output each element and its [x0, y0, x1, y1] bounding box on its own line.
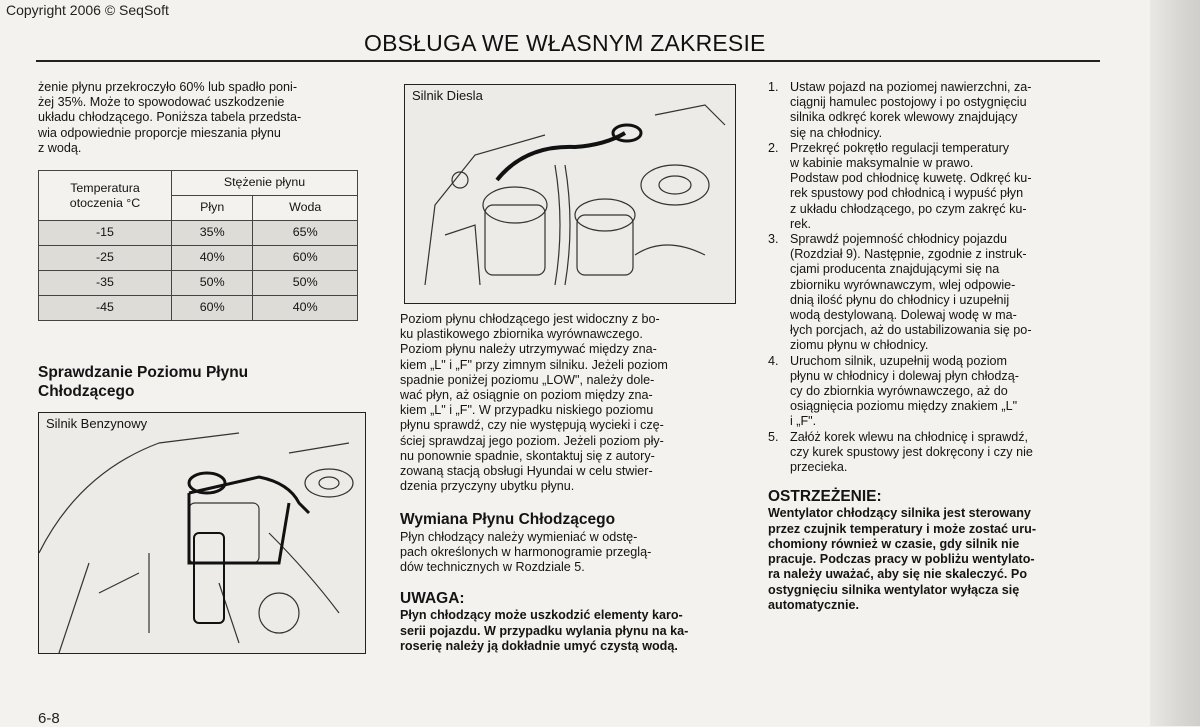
text-line: automatycznie. — [768, 597, 859, 612]
text-line: (Rozdział 9). Następnie, zgodnie z instruk- — [790, 247, 1027, 262]
text-line: Płyn chłodzący należy wymieniać w odstę- — [400, 529, 638, 544]
diesel-figure-label: Silnik Diesla — [412, 88, 483, 103]
text-line: czy kurek spustowy jest dokręcony i czy nie — [790, 444, 1033, 459]
fluid-cell: 40% — [172, 246, 253, 271]
page-edge-shadow — [1150, 0, 1200, 726]
procedure-steps — [768, 80, 1098, 475]
text-line: przez czujnik temperatury i może zostać uru- — [768, 521, 1037, 536]
fluid-cell: 60% — [172, 296, 253, 321]
step-number: 1. — [768, 80, 779, 94]
left-column — [38, 80, 364, 401]
text-line: ku plastikowego zbiornika wyrównawczego. — [400, 327, 643, 342]
copyright-notice: Copyright 2006 © SeqSoft — [6, 2, 169, 18]
text-line: ściej sprawdzaj jego poziom. Jeżeli poziom pły- — [400, 433, 664, 448]
text-line: z układu chłodzącego, po czym zakręć ku- — [790, 201, 1027, 216]
text-line: Poziom płynu należy utrzymywać między zna- — [400, 342, 657, 357]
text-line: rek. — [790, 216, 811, 231]
step-item — [768, 141, 1098, 232]
step-item — [768, 80, 1098, 141]
step-number: 4. — [768, 353, 779, 368]
text-line: płynu sprawdź, czy nie występują wycieki i czę- — [400, 418, 664, 433]
diesel-engine-illustration — [404, 84, 736, 304]
diesel-engine-drawing — [405, 85, 735, 303]
text-line: dnią ilość płynu do chłodnicy i uzupełnij — [790, 292, 1010, 307]
text-line: z wodą. — [38, 140, 82, 155]
section-heading-line1: Sprawdzanie Poziomu Płynu — [38, 364, 249, 382]
text-line: serii pojazdu. W przypadku wylania płynu na ka- — [400, 623, 689, 638]
table-row — [39, 246, 358, 271]
text-line: dzenia przyczyny ubytku płynu. — [400, 479, 575, 494]
text-line: cjami producenta znajdującymi się na — [790, 262, 1000, 277]
temperature-header-line1: Temperatura — [70, 180, 140, 195]
text-line: Ustaw pojazd na poziomej nawierzchni, za- — [790, 80, 1032, 94]
temperature-header-line2: otoczenia °C — [69, 195, 141, 210]
step-number: 5. — [768, 429, 779, 444]
text-line: zbiorniku wyrównawczym, wlej odpowie- — [790, 277, 1016, 292]
page-number: 6-8 — [38, 710, 60, 727]
temp-cell: -45 — [39, 296, 172, 321]
text-line: Podstaw pod chłodnicę kuwetę. Odkręć ku- — [790, 171, 1032, 186]
text-line: w kabinie maksymalnie w prawo. — [790, 156, 974, 171]
step-item — [768, 232, 1098, 354]
text-line: układu chłodzącego. Poniższa tabela przedsta- — [38, 110, 302, 125]
text-line: wodą destylowaną. Dolewaj wodę w ma- — [790, 308, 1017, 323]
note-paragraph — [400, 608, 734, 654]
table-row — [39, 271, 358, 296]
fluid-cell: 35% — [172, 221, 253, 246]
petrol-engine-drawing — [39, 413, 365, 653]
petrol-figure-label: Silnik Benzynowy — [46, 416, 148, 431]
section-heading-check-level — [38, 363, 364, 401]
water-cell: 40% — [253, 296, 358, 321]
text-line: ziomu płynu w chłodnicy. — [790, 338, 929, 353]
text-line: nu ponownie spadnie, skontaktuj się z autory- — [400, 448, 655, 463]
text-line: wać płyn, aż osiągnie on poziom między zna- — [400, 388, 653, 403]
text-line: spadnie poniżej poziomu „LOW", należy dole- — [400, 372, 655, 387]
middle-column — [400, 312, 734, 654]
note-heading: UWAGA: — [400, 590, 465, 608]
temp-cell: -15 — [39, 221, 172, 246]
text-line: dów technicznych w Rozdziale 5. — [400, 560, 585, 575]
text-line: ostygnięciu silnika wentylator wyłącza się — [768, 582, 1020, 597]
water-column-header: Woda — [253, 196, 358, 221]
right-column — [768, 80, 1098, 613]
text-line: ciągnij hamulec postojowy i po ostygnięciu — [790, 95, 1027, 110]
replace-paragraph — [400, 530, 734, 576]
step-item — [768, 430, 1098, 476]
header-rule — [36, 60, 1100, 62]
text-line: płynu w chłodnicy i dolewaj płyn chłodzą- — [790, 368, 1019, 383]
text-line: Przekręć pokrętło regulacji temperatury — [790, 140, 1010, 155]
warning-heading: OSTRZEŻENIE: — [768, 488, 882, 506]
step-item — [768, 354, 1098, 430]
text-line: się na chłodnicy. — [790, 125, 883, 140]
page-header-title: OBSŁUGA WE WŁASNYM ZAKRESIE — [364, 30, 766, 56]
text-line: pach określonych w harmonogramie przeglą- — [400, 544, 652, 559]
water-cell: 50% — [253, 271, 358, 296]
section-heading-replace: Wymiana Płynu Chłodzącego — [400, 511, 616, 529]
text-line: roserię należy ją dokładnie umyć czystą wodą. — [400, 638, 678, 653]
section-heading-line2: Chłodzącego — [38, 383, 135, 401]
text-line: Załóż korek wlewu na chłodnicę i sprawdź, — [790, 429, 1028, 444]
water-cell: 60% — [253, 246, 358, 271]
text-line: zowaną stacją obsługi Hyundai w celu stwier- — [400, 464, 653, 479]
text-line: Poziom płynu chłodzącego jest widoczny z bo- — [400, 312, 660, 326]
text-line: pracuje. Podczas pracy w pobliżu wentylato- — [768, 552, 1035, 567]
table-row — [39, 221, 358, 246]
text-line: Płyn chłodzący może uszkodzić elementy karo- — [400, 608, 683, 623]
step-number: 2. — [768, 140, 779, 155]
text-line: chomiony również w czasie, gdy silnik nie — [768, 536, 1020, 551]
petrol-engine-illustration — [38, 412, 366, 654]
step-number: 3. — [768, 232, 779, 247]
table-row — [39, 296, 358, 321]
water-cell: 65% — [253, 221, 358, 246]
text-line: żej 35%. Może to spowodować uszkodzenie — [38, 95, 285, 110]
text-line: wia odpowiednie proporcje mieszania płynu — [38, 125, 281, 140]
warning-paragraph — [768, 506, 1098, 612]
text-line: żenie płynu przekroczyło 60% lub spadło poni- — [38, 80, 298, 94]
level-paragraph — [400, 312, 734, 494]
text-line: Sprawdź pojemność chłodnicy pojazdu — [790, 232, 1008, 247]
concentration-header: Stężenie płynu — [172, 171, 358, 196]
text-line: cy do zbiornkia wyrównawczego, aż do — [790, 384, 1008, 399]
text-line: kiem „L" i „F". W przypadku niskiego poziomu — [400, 403, 654, 418]
text-line: osiągnięcia poziomu między znakiem „L" — [790, 399, 1018, 414]
fluid-column-header: Płyn — [172, 196, 253, 221]
text-line: Wentylator chłodzący silnika jest sterowany — [768, 506, 1031, 521]
fluid-cell: 50% — [172, 271, 253, 296]
temperature-header — [39, 171, 172, 221]
text-line: rek spustowy pod chłodnicą i wypuść płyn — [790, 186, 1024, 201]
intro-paragraph — [38, 80, 364, 156]
temp-cell: -35 — [39, 271, 172, 296]
coolant-mix-table — [38, 170, 358, 321]
text-line: Uruchom silnik, uzupełnij wodą poziom — [790, 353, 1007, 368]
text-line: kiem „L" i „F" przy zimnym silniku. Jeżeli poziom — [400, 357, 668, 372]
text-line: przecieka. — [790, 460, 848, 475]
text-line: silnika odkręć korek wlewowy znajdujący — [790, 110, 1018, 125]
text-line: ra należy uważać, aby się nie skaleczyć. Po — [768, 567, 1028, 582]
text-line: i „F". — [790, 414, 817, 429]
temp-cell: -25 — [39, 246, 172, 271]
text-line: łych porcjach, aż do ustabilizowania się po- — [790, 323, 1032, 338]
